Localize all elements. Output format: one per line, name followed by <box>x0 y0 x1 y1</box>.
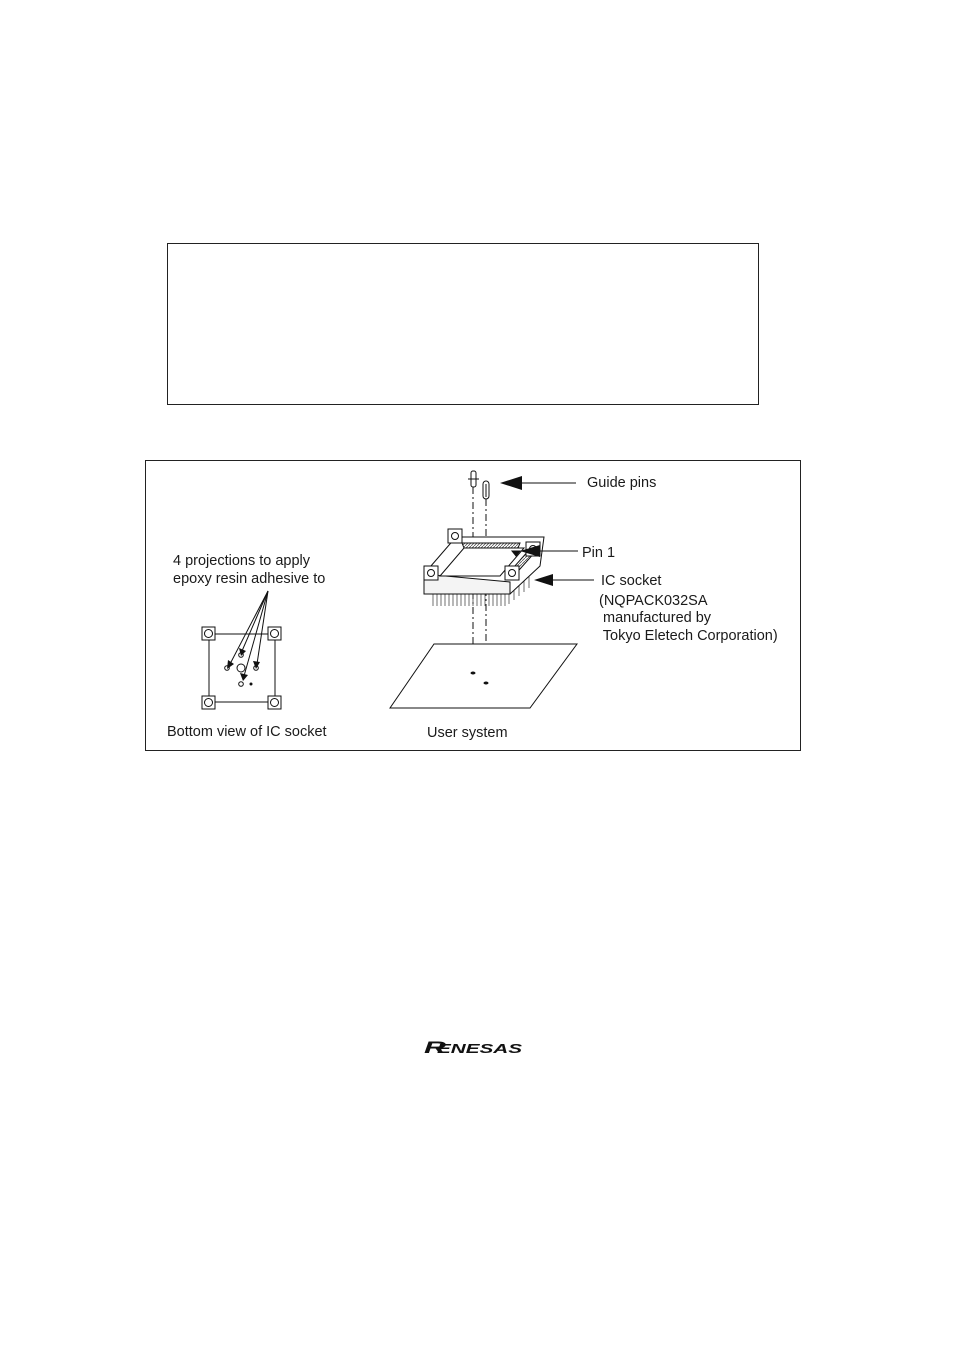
projections-label-line-2: epoxy resin adhesive to <box>173 571 326 587</box>
renesas-logo <box>424 1037 524 1062</box>
svg-text:R: R <box>424 1038 448 1057</box>
ic-socket-label: IC socket <box>601 573 662 589</box>
socket-detail-line-1: (NQPACK032SA <box>599 593 708 609</box>
user-system-board <box>390 644 577 708</box>
ic-socket-drawing <box>424 529 544 606</box>
guide-pins <box>468 471 489 499</box>
socket-detail-line-2: manufactured by <box>599 610 712 626</box>
bottom-view-label: Bottom view of IC socket <box>167 724 327 740</box>
ic-socket-pointer <box>534 574 594 586</box>
guide-pins-label: Guide pins <box>587 475 657 491</box>
guide-pins-arrow <box>500 476 576 490</box>
bottom-view-drawing <box>202 627 281 709</box>
pin1-label: Pin 1 <box>582 545 616 561</box>
socket-detail-line-3: Tokyo Eletech Corporation) <box>599 628 778 644</box>
svg-text:ENESAS: ENESAS <box>437 1041 523 1056</box>
projections-label-line-1: 4 projections to apply <box>173 553 311 569</box>
user-system-label: User system <box>427 725 508 741</box>
